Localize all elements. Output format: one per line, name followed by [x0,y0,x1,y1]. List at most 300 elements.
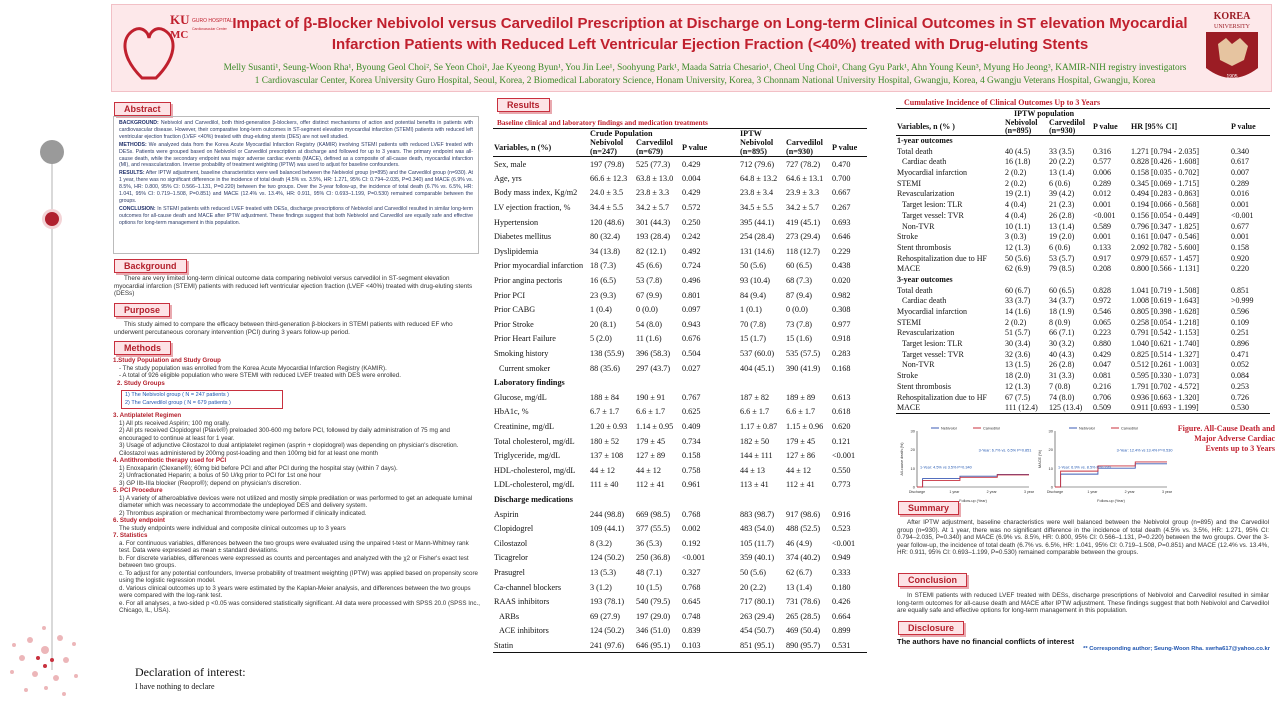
cell-value: 2.092 [0.782 - 5.600] [1131,242,1199,252]
legend-label: Nebivolol [941,426,957,431]
cell-value: 127 ± 89 [636,451,666,461]
cell-value: 127 ± 86 [786,451,816,461]
table-row [896,371,1270,382]
methods-p7b: b. For discrete variables, differences were expressed as counts and percentages and analyzed with the χ2 or Fisher's exact test between two groups. [119,554,469,569]
cell-value: 112 ± 41 [786,480,815,490]
purpose-text: This study aimed to compare the efficacy between third-generation β-blockers in STEMI patients with reduced EF who underwent percutaneous coronary intervention (PCI) during 3 years follow-up period. [114,321,453,336]
table-row [896,211,1270,222]
row-label: Ca-channel blockers [494,582,562,592]
svg-text:GURO HOSPITAL: GURO HOSPITAL [192,18,233,24]
methods-heading: Methods [114,341,171,355]
cell-value: 20 (2.2) [740,582,766,592]
cell-value: 7 (0.8) [1049,381,1071,391]
table-subheading: Laboratory findings [494,378,565,388]
t2-col-neb [1004,119,1048,136]
cell-value: 0.492 [682,246,701,256]
table-row [493,463,867,478]
cell-value: 44 ± 12 [590,465,615,475]
row-label: Target lesion: TLR [902,200,963,210]
cell-value: 68 (7.3) [786,276,812,286]
cell-value: 0.645 [682,597,701,607]
y-tick-label: 30 [1048,428,1053,434]
cell-value: 179 ± 45 [786,436,816,446]
cell-value: <0.001 [832,451,856,461]
row-label: Sex, male [494,159,527,169]
cell-value: 0.471 [1231,349,1249,359]
cell-value: 193 (78.1) [590,597,625,607]
cell-value: 0.007 [1231,168,1249,178]
background-text: There are very limited long-term clinical outcome data comparing nebivolol versus carvedilol in ST-segment elevation myocardial infarction (STEMI) patients with reduced left ventricular ejection fraction (LVEF <40%) treated with drug-eluting stents (DESs) [114,275,473,297]
cell-value: 359 (40.1) [740,553,775,563]
cell-value: 0.572 [682,203,701,213]
t1-iptw-neb-label: Nebivolol [740,138,774,147]
cell-value: 404 (45.1) [740,363,775,373]
cell-value: 48 (7.1) [636,567,662,577]
table-row [493,609,867,624]
cell-value: 0.161 [0.047 - 0.546] [1131,232,1199,242]
row-label: Stroke [897,232,918,242]
table-row [896,285,1270,296]
gray-dot-decoration [40,140,64,164]
cell-value: 0.216 [1093,381,1111,391]
cell-value: 1.15 ± 0.96 [786,421,824,431]
row-label: MACE [896,403,1004,414]
declaration-heading: Declaration of interest: [135,665,246,679]
svg-text:UNIVERSITY: UNIVERSITY [1214,24,1250,30]
methods-p4c: 3) GP IIb-IIIa blocker (Reopro®); depend on physician's discretion. [119,479,302,487]
row-label: Prasugrel [494,567,525,577]
table-row [896,360,1270,371]
cell-value: 301 (44.3) [636,217,671,227]
cell-value: 0.791 [0.542 - 1.153] [1131,328,1199,338]
table-row [493,157,867,172]
table-row [493,229,867,244]
x-tick-label: 2 year [1124,490,1135,494]
cell-value: 250 (36.8) [636,553,671,563]
cell-value: 646 (95.1) [635,638,681,653]
table-row [493,259,867,274]
cell-value: 13 (1.4) [786,582,812,592]
cell-value: 0.880 [1093,339,1111,349]
row-label: Non-TVR [902,360,935,370]
cell-value: 0.700 [832,173,851,183]
row-label: Body mass index, Kg/m2 [494,188,578,198]
cell-value: 87 (9.4) [786,290,812,300]
cell-value: 0.531 [831,638,867,653]
cell-value: 34.4 ± 5.5 [590,203,624,213]
t2-group-header: IPTW population [1004,109,1130,120]
row-label: Prior Stroke [494,319,534,329]
methods-p3b: 2) All pts received Clopidogrel (Plavix®) preloaded 300-600 mg before PCI, followed by daily administration of 75 mg and encouraged to continue at least for 1 year. [119,427,450,442]
table-row [896,328,1270,339]
table-row [896,253,1270,264]
cell-value: 82 (12.1) [636,246,667,256]
cell-value: 10 (1.1) [1005,221,1031,231]
abstract-results-text: After IPTW adjustment, baseline characteristics were well balanced between the Nebivolol group (n=895) and the Carvedilol group (n=930). At 1 year, there was no significant difference in the incidence of total death (4.5% vs. 3.5%, HR: 1.271, 95% CI: 0.794–2.035, P=0.340) and MACE (6.9% vs. 8.5%, HR: 0.800, 95% CI: 0.566–1.131, P=0.220) between the two groups. Over the 3-year follow-up, the incidence of total death (6.7% vs. 6.5%, HR: 1.041, 95% CI: 0.719–1.508, P=0.851) and MACE (12.4% vs. 13.4%, HR: 0.911, 95% CI: 0.693–1.199, P=0.530) remained comparable between the groups. [119,170,473,204]
t2-car-label: Carvedilol [1049,118,1085,128]
methods-p7c: c. To adjust for any potential confounders, Inverse probability of treatment weighting (IPTW) was applied based on propensity score using the logistic regression model. [119,569,478,584]
cell-value: 0.805 [0.398 - 1.628] [1131,307,1199,317]
table-row [896,168,1270,179]
cell-value: 0.936 [0.663 - 1.320] [1131,392,1199,402]
cell-value: 69 (27.9) [590,611,621,621]
x-tick-label: 1 year [1087,490,1098,494]
cell-value: 0.081 [1093,371,1111,381]
cell-value: 19 (2.0) [1049,232,1075,242]
title-line-2: Infarction Patients with Reduced Left Ventricular Ejection Fraction (<40%) treated with Drug-eluting Stents [331,36,1089,53]
table-row [493,536,867,551]
cell-value: 0.509 [1092,403,1130,414]
cell-value: 0 (0.0) [786,305,808,315]
row-label: Myocardial infarction [897,307,967,317]
row-label: Rehospitalization due to HF [897,253,987,263]
cell-value: 0.596 [1231,307,1249,317]
cell-value: 0.916 [832,509,851,519]
cell-value: 1.271 [0.794 - 2.035] [1131,146,1199,156]
cell-value: 0.949 [832,553,851,563]
table-row [493,332,867,347]
cell-value: 34 (3.7) [1049,296,1075,306]
table-row [896,307,1270,318]
methods-h6: 6. Study endpoint [113,517,165,524]
cell-value: 6.6 ± 1.7 [740,407,770,417]
background-heading: Background [114,259,187,273]
cell-value: 53 (7.8) [636,276,662,286]
cell-value: 0.208 [1093,264,1111,274]
cell-value: 0.918 [832,334,851,344]
cell-value: 36 (5.3) [636,538,662,548]
table-row [493,288,867,303]
t2-col-p2: P value [1230,119,1270,136]
table-row [493,594,867,609]
x-tick-label: 3 year [1162,490,1172,494]
t2-neb-label: Nebivolol [1005,118,1038,128]
cell-value: 118 (12.7) [786,246,820,256]
cell-value: 67 (9.9) [636,290,662,300]
cell-value: 244 (98.8) [590,509,625,519]
cell-value: 50 (5.6) [740,567,766,577]
cell-value: 0.438 [832,261,851,271]
row-label: Triglyceride, mg/dL [494,451,561,461]
cell-value: 0.158 [682,451,701,461]
y-tick-label: 20 [1048,447,1053,453]
abstract-methods [119,142,473,170]
cell-value: 64.8 ± 13.2 [740,173,778,183]
cell-value: 374 (40.2) [786,553,821,563]
cell-value: 0.677 [1231,221,1249,231]
y-tick-label: 0 [1050,484,1053,490]
cell-value: 1 (0.4) [590,305,612,315]
table-row [896,146,1270,157]
cell-value: 10 (1.5) [636,582,662,592]
cell-value: 0.546 [1093,307,1111,317]
row-label: Cardiac death [902,157,947,167]
cell-value: 18 (2.0) [1005,371,1031,381]
cell-value: 53 (5.7) [1049,253,1075,263]
cell-value: 20 (8.1) [590,319,616,329]
cell-value: 469 (50.4) [786,626,821,636]
cell-value: 0.047 [1093,360,1111,370]
table-row [896,403,1270,414]
cell-value: 197 (29.0) [636,611,671,621]
iptw-group-header: IPTW [739,129,831,139]
cell-value: 0.724 [682,261,701,271]
methods-p1a: - The study population was enrolled from the Korea Acute Myocardial Infarction Registry (KAMIR). [119,364,387,372]
abstract-methods-label: METHODS: [119,141,147,148]
cell-value: 105 (11.7) [740,538,774,548]
cell-value: 180 ± 52 [590,436,620,446]
cell-value: 23 (9.3) [590,290,616,300]
cell-value: <0.001 [832,538,856,548]
cell-value: 138 (55.9) [590,349,625,359]
methods-p7d: d. Various clinical outcomes up to 3 years were estimated by the Kaplan-Meier analysis, and differences between the two groups were compared with the log-rank test. [119,584,471,599]
x-tick-label: Discharge [1046,490,1064,494]
cell-value: 0.258 [0.054 - 1.218] [1131,317,1199,327]
cell-value: 113 ± 41 [740,480,769,490]
cell-value: 45 (6.6) [636,261,662,271]
cell-value: 16 (1.8) [1005,157,1031,167]
cell-value: 0.001 [1231,232,1249,242]
cell-value: 2 (0.2) [1005,317,1027,327]
cell-value: 31 (3.3) [1049,371,1075,381]
row-label: Target lesion: TLR [902,339,963,349]
cell-value: 84 (9.4) [740,290,766,300]
cell-value: 0.977 [832,319,851,329]
x-axis-label: Follow-up (Year) [1097,499,1125,503]
cell-value: 137 ± 108 [590,451,624,461]
row-label: Smoking history [494,349,549,359]
cell-value: 265 (28.5) [786,611,821,621]
table-subheading: 1-year outcomes [897,136,953,146]
cell-value: 0.121 [832,436,851,446]
row-label: Target vessel: TVR [902,210,964,220]
cell-value: 111 ± 40 [590,480,619,490]
table-row [896,264,1270,275]
cell-value: 34.5 ± 5.5 [740,203,774,213]
cell-value: 0.220 [1231,264,1249,274]
cell-value: 0.429 [682,159,701,169]
cell-value: 1.20 ± 0.93 [590,421,628,431]
cell-value: 0.693 [832,217,851,227]
cell-value: 0.920 [1231,253,1249,263]
cell-value: 0.979 [0.657 - 1.457] [1131,253,1199,263]
table-subheading: Discharge medications [494,494,573,504]
figure-caption: Figure. All-Cause Death and Major Adverse Cardiac Events up to 3 Years [1177,424,1275,453]
cell-value: 8 (3.2) [590,538,612,548]
methods-p5b: 2) Thrombus aspiration or mechanical thrombectomy were performed if clinically indicated. [119,509,367,517]
row-label: Clopidogrel [494,524,534,534]
legend-label: Nebivolol [1079,426,1095,431]
table-row [896,243,1270,254]
cell-value: 273 (29.4) [786,232,821,242]
cell-value: 60 (6.5) [786,261,812,271]
title-line-1: Impact of β-Blocker Nebivolol versus Carvedilol Prescription at Discharge on Long-term Clinical Outcomes in ST elevation Myocardial [232,15,1188,32]
table-row [493,186,867,201]
table-row [493,390,867,405]
cell-value: 3 (1.2) [590,582,612,592]
poster-title [224,13,1196,55]
svg-text:MC: MC [170,29,189,41]
outcomes-table [896,108,1270,414]
cell-value: 6.6 ± 1.7 [786,407,816,417]
cell-value: 0.667 [832,188,851,198]
cell-value: 0.828 [0.426 - 1.608] [1131,157,1199,167]
cell-value: 20 (2.2) [1049,157,1075,167]
cell-value: 1 (0.1) [740,305,762,315]
cell-value: 0.308 [832,305,851,315]
table-row [896,317,1270,328]
cell-value: 0.158 [1231,242,1249,252]
t1-col-variables: Variables, n (%) [493,138,589,157]
cell-value: <0.001 [682,553,706,563]
y-tick-label: 0 [912,484,915,490]
chart-annotation: 1-Year: 6.9% vs. 8.5% P=0.220 [1058,465,1111,470]
row-label: RAAS inhibitors [494,597,550,607]
cell-value: 0.426 [832,597,851,607]
cell-value: 0.613 [832,392,851,402]
cell-value: 0.283 [832,349,851,359]
table-row [493,624,867,639]
row-label: Prior CABG [494,305,536,315]
t2-col-p: P value [1092,119,1130,136]
cell-value: 24.0 ± 3.5 [590,188,624,198]
cell-value: 4 (0.4) [1005,200,1027,210]
cell-value: <0.001 [1231,210,1254,220]
cell-value: 0.429 [682,188,701,198]
cell-value: 917 (98.6) [786,509,821,519]
svg-text:1905: 1905 [1226,74,1238,80]
t1-col-iptw-car [785,138,831,157]
table-row [896,221,1270,232]
y-tick-label: 20 [910,447,915,453]
cell-value: 23.9 ± 3.3 [786,188,820,198]
cell-value: 40 (4.3) [1049,349,1075,359]
cell-value: 0.180 [832,582,851,592]
cell-value: 13 (5.3) [590,567,616,577]
table1-title: Baseline clinical and laboratory findings and medication treatments [497,118,708,127]
cell-value: 79 (8.5) [1049,264,1075,274]
cell-value: 46 (4.9) [786,538,812,548]
cell-value: 6.7 ± 1.7 [590,407,620,417]
table-row [493,273,867,288]
t2-col-hr: HR [95% CI] [1130,119,1230,136]
cell-value: 11 (1.6) [636,334,662,344]
cell-value: 0.828 [1093,285,1111,295]
table-row [896,189,1270,200]
cell-value: 0.943 [682,319,701,329]
table-subheading-row [896,136,1270,147]
methods-h5: 5. PCI Procedure [113,487,163,494]
cell-value: 1.041 [0.719 - 1.508] [1131,285,1199,295]
cell-value: 0.052 [1231,360,1249,370]
cell-value: 0.595 [0.330 - 1.073] [1131,371,1199,381]
cell-value: 112 ± 41 [636,480,665,490]
cell-value: 0.523 [832,524,851,534]
cell-value: 187 ± 82 [740,392,770,402]
cell-value: 0.800 [0.566 - 1.131] [1131,264,1199,274]
cell-value: 190 ± 91 [636,392,666,402]
table-row [896,178,1270,189]
t1-col-crude-neb [589,138,635,157]
row-label: LDL-cholesterol, mg/dL [494,480,575,490]
cell-value: 74 (8.0) [1049,392,1075,402]
table-row [896,296,1270,307]
table-row [493,361,867,376]
abstract-box [113,116,479,254]
cell-value: 0.409 [682,421,701,431]
methods-body [113,357,481,615]
cell-value: 0.512 [0.261 - 1.003] [1131,360,1199,370]
cell-value: 51 (5.7) [1005,328,1031,338]
cell-value: 189 ± 89 [786,392,816,402]
cell-value: 62 (6.7) [786,567,812,577]
cell-value: 70 (7.8) [740,319,766,329]
cell-value: 419 (45.1) [786,217,821,227]
cell-value: 21 (2.3) [1049,200,1075,210]
cell-value: 890 (95.7) [785,638,831,653]
svg-text:Cardiovascular Center: Cardiovascular Center [192,27,227,31]
declaration [135,665,246,691]
cell-value: 66.6 ± 12.3 [590,173,628,183]
cell-value: 0.016 [1231,189,1249,199]
cell-value: 0.550 [832,465,851,475]
row-label: Prior Heart Failure [494,334,556,344]
cell-value: 535 (57.5) [786,349,821,359]
row-label: HDL-cholesterol, mg/dL [494,465,576,475]
table-row [493,419,867,434]
cell-value: 346 (51.0) [636,626,671,636]
row-label: STEMI [897,178,921,188]
cell-value: 241 (97.6) [589,638,635,653]
cell-value: 63.8 ± 13.0 [636,173,674,183]
cell-value: 0.002 [682,524,701,534]
table-row [493,478,867,493]
row-label: Stroke [897,371,918,381]
legend-label: Carvedilol [983,426,1000,431]
disclosure-text: The authors have no financial conflicts of interest [897,637,1075,646]
cell-value: 0.027 [682,363,701,373]
abstract-results [119,170,473,205]
table-row [493,565,867,580]
table-row [896,200,1270,211]
cell-value: 0.917 [1093,253,1111,263]
cell-value: 883 (98.7) [740,509,775,519]
summary-text: After IPTW adjustment, baseline characteristics were well balanced between the Nebivolol group (n=895) and the Carvedilol group (n=930). At 1 year, there was no significant difference in the incidence of total death (4.5% vs. 3.5%, HR: 1.271, 95% CI: 0.794–2.035, P=0.340) and MACE (6.9% vs. 8.5%, HR: 0.800, 95% CI: 0.566–1.131, P=0.220) between the two groups. Over the 3-year follow-up, the incidence of total death (6.7% vs. 6.5%, HR: 1.041, 95% CI: 0.719–1.508, P=0.851) and MACE (12.4% vs. 13.4%, HR: 0.911, 95% CI: 0.693–1.199, P=0.530) remained comparable between the groups. [897,519,1269,556]
cell-value: 0.250 [682,217,701,227]
cell-value: 669 (98.5) [636,509,671,519]
cell-value: 0.156 [0.054 - 0.449] [1131,210,1199,220]
cell-value: 525 (77.3) [636,159,671,169]
row-label: Prior myocardial infarction [494,261,584,271]
row-label: Target vessel: TVR [902,349,964,359]
cell-value: 0.676 [682,334,701,344]
summary-heading: Summary [898,501,959,515]
cell-value: 0.001 [1093,232,1111,242]
methods-p7a: a. For continuous variables, differences between the two groups were evaluated using the unpaired t-test or Mann-Whitney rank test. Data were expressed as mean ± standard deviations. [119,539,469,554]
row-label: Rehospitalization due to HF [897,392,987,402]
cell-value: 0.767 [682,392,701,402]
row-label: LV ejection fraction, % [494,203,571,213]
cell-value: 0.340 [1231,146,1249,156]
row-label: ACE inhibitors [499,626,549,636]
abstract-heading: Abstract [114,102,171,116]
cell-value: 0.289 [1231,178,1249,188]
cell-value: 0.494 [0.283 - 0.863] [1131,189,1199,199]
row-label: Ticagrelor [494,553,528,563]
methods-p3c: 3) Usage of adjunctive Cilostazol to dual antiplatelet regimen (asprin + clopidogrel) was depending on physician's discretion. Cilostazol was administered by 200mg post-loading and then 100mg bid for at least one month [119,442,459,457]
cell-value: 0.229 [832,246,851,256]
row-label: Myocardial infarction [897,168,967,178]
